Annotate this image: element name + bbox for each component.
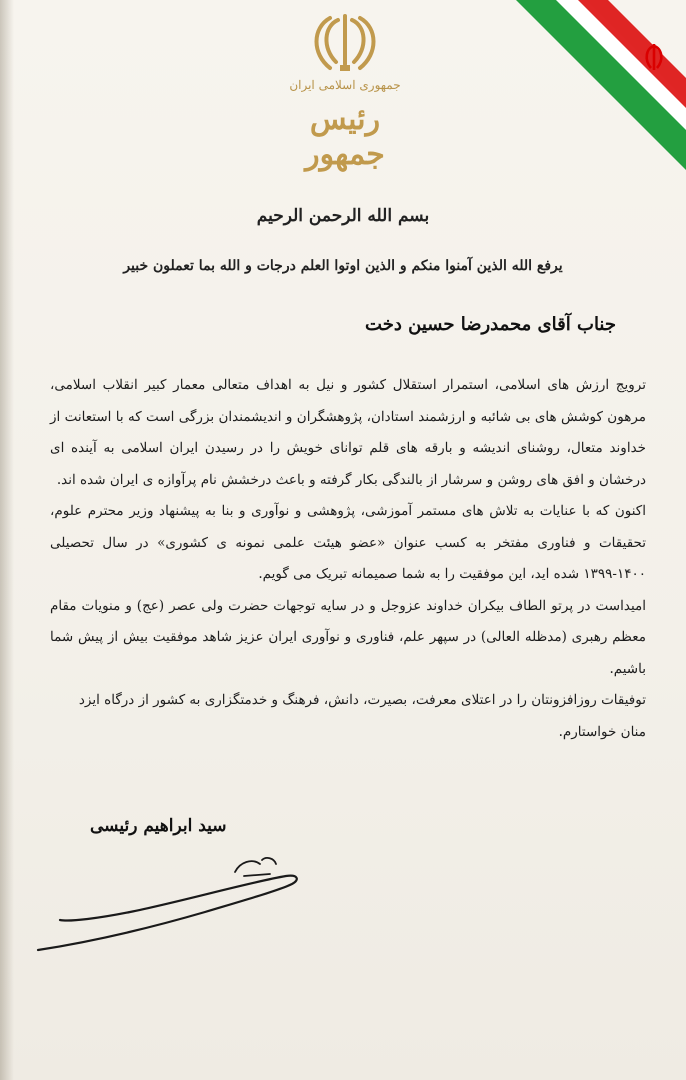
flag-ribbon — [516, 0, 686, 190]
letter-body — [50, 370, 646, 748]
handwritten-signature — [30, 850, 320, 970]
paragraph-3: امیداست در پرتو الطاف بیکران خداوند عزوجل و در سایه توجهات حضرت ولی عصر (عج) و منویات مقام معظم رهبری (مدظله العالی) در سپهر علم، فناوری و نوآوری ایران عزیز شاهد موفقیت بیش از پیش شما باشیم. — [50, 597, 646, 677]
paragraph-2: اکنون که با عنایات به تلاش های مستمر آموزشی، پژوهشی و نوآوری و بنا به پیشنهاد وزیر محترم علوم، تحقیقات و فناوری مفتخر به کسب عنوان «عضو هیئت علمی نمونه ی کشوری» در سال تحصیلی ۱۴۰۰-۱۳۹۹ شده اید، این موفقیت را به شما صمیمانه تبریک می گویم. — [50, 503, 647, 582]
header — [270, 10, 420, 180]
signer-name: سید ابراهیم رئیسی — [90, 816, 227, 836]
quran-verse: یرفع الله الذین آمنوا منکم و الذین اوتوا العلم درجات و الله بما تعملون خبیر — [123, 258, 563, 274]
header-title: رئیس جمهور — [305, 102, 385, 172]
header-subtitle: جمهوری اسلامی ایران — [289, 78, 401, 92]
addressee: جناب آقای محمدرضا حسین دخت — [365, 314, 616, 335]
page-edge-shadow — [0, 0, 14, 1080]
paragraph-4: توفیقات روزافزونتان را در اعتلای معرفت، بصیرت، دانش، فرهنگ و خدمتگزاری به کشور از درگاه ایزد منان خواستارم. — [78, 692, 646, 740]
basmala: بسم الله الرحمن الرحیم — [256, 206, 430, 226]
iran-emblem-icon — [310, 10, 380, 74]
paragraph-1: ترویج ارزش های اسلامی، استمرار استقلال کشور و نیل به اهداف متعالی معمار کبیر انقلاب اسلامی، مرهون کوشش های بی شائبه و ارزشمند استادان، پژوهشگران و اندیشمندان بزرگی است که با استعانت از خداوند متعال، روشنای اندیشه و بارقه های قلم توانای خویش را در رسیدن ایران اسلامی به آینده ای درخشان و افق های روشن و سرشار از بالندگی بکار گرفته و باعث درخشش نام پرآوازه ی ایران شده اند. — [50, 377, 646, 488]
